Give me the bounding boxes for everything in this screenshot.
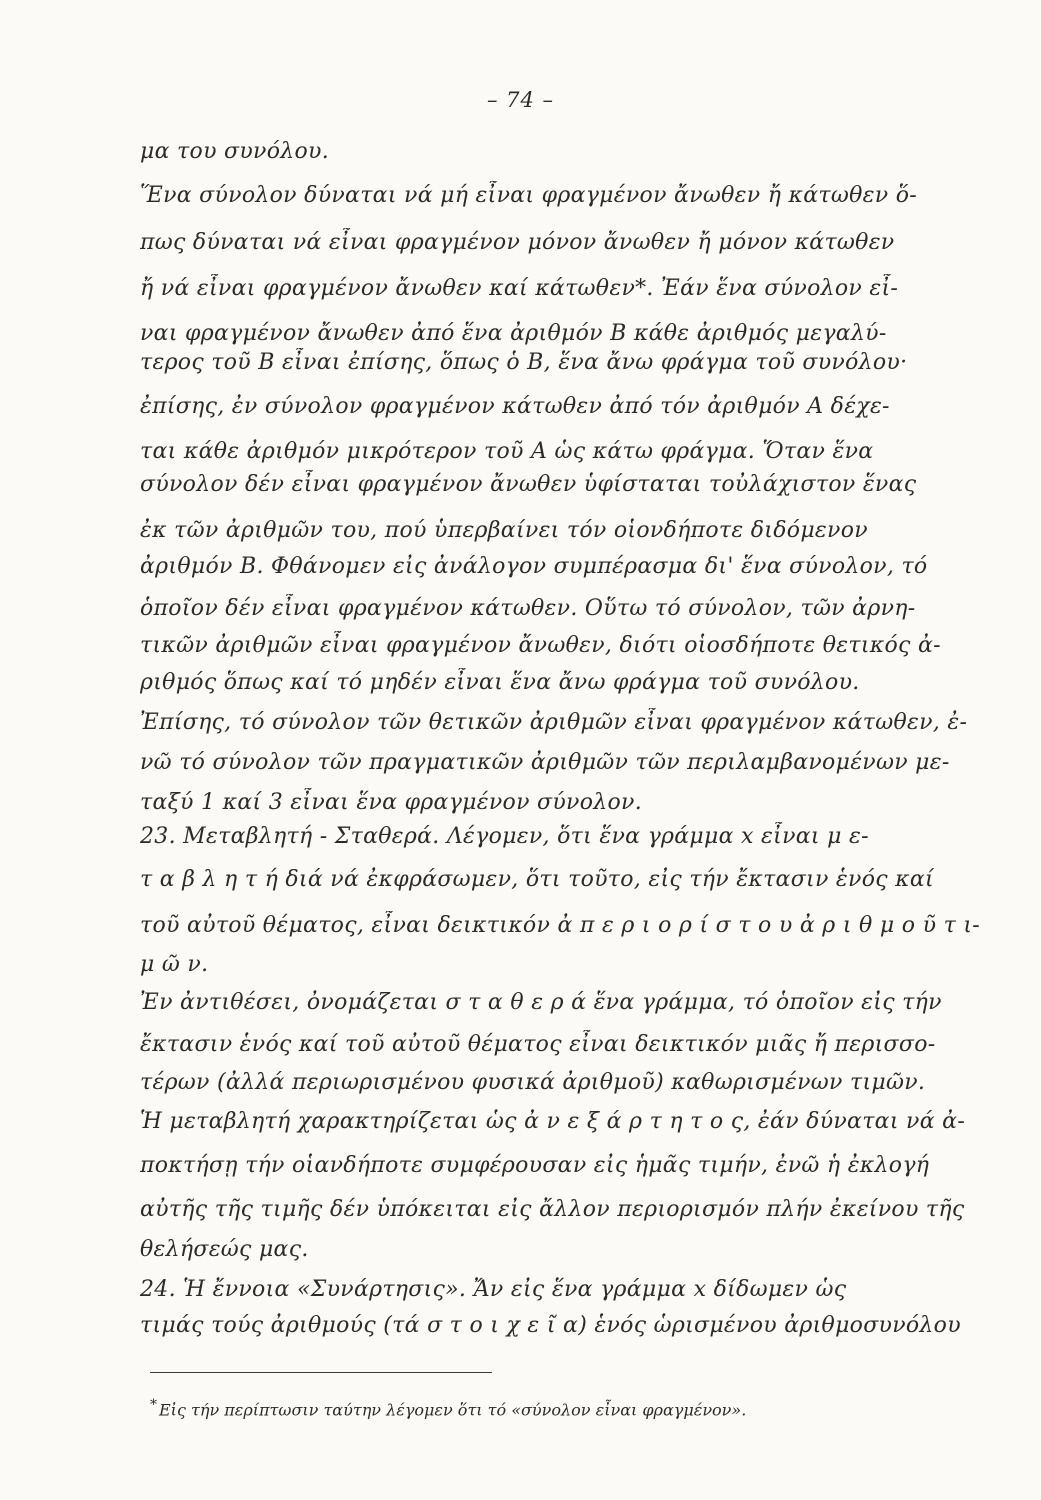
text-line: ται κάθε ἀριθμόν μικρότερον τοῦ Α ὡς κάτω φράγμα. Ὅταν ἕνα (140, 439, 874, 464)
footnote (150, 1393, 1010, 1422)
text-line: μ ῶ ν. (140, 952, 209, 977)
text-line: ὁποῖον δέν εἶναι φραγμένον κάτωθεν. Οὕτω τό σύνολον, τῶν ἀρνη- (140, 596, 916, 621)
footnote-text: Εἰς τήν περίπτωσιν ταύτην λέγομεν ὅτι τό «σύνολον εἶναι φραγμένον». (159, 1400, 747, 1420)
text-line: ἐκ τῶν ἀριθμῶν του, πού ὑπερβαίνει τόν οἱονδήποτε διδόμενον (140, 518, 868, 543)
section-heading-23: 23. Μεταβλητή - Σταθερά. Λέγομεν, ὅτι ἕνα γράμμα x εἶναι μ ε- (140, 824, 869, 849)
footnote-marker: * (150, 1397, 157, 1413)
text-line: ποκτήσῃ τήν οἱανδήποτε συμφέρουσαν εἰς ἡμᾶς τιμήν, ἐνῶ ἡ ἐκλογή (140, 1153, 930, 1178)
text-line: τιμάς τούς ἀριθμούς (τά σ τ ο ι χ ε ῖ α) ἑνός ὡρισμένου ἀριθμοσυνόλου (140, 1313, 961, 1338)
text-line: ταξύ 1 καί 3 εἶναι ἕνα φραγμένον σύνολον. (140, 790, 643, 815)
text-line: νῶ τό σύνολον τῶν πραγματικῶν ἀριθμῶν τῶν περιλαμβανομένων με- (140, 750, 950, 775)
text-line: τ α β λ η τ ή διά νά ἐκφράσωμεν, ὅτι τοῦτο, εἰς τήν ἔκτασιν ἑνός καί (140, 867, 934, 892)
text-line: ἔκτασιν ἑνός καί τοῦ αὐτοῦ θέματος εἶναι δεικτικόν μιᾶς ἤ περισσο- (140, 1032, 936, 1057)
text-line: Ἐν ἀντιθέσει, ὀνομάζεται σ τ α θ ε ρ ά ἕνα γράμμα, τό ὁποῖον εἰς τήν (140, 990, 942, 1015)
text-line: Ἡ μεταβλητή χαρακτηρίζεται ὡς ἀ ν ε ξ ά ρ τ η τ ο ς, ἐάν δύναται νά ἀ- (140, 1109, 966, 1134)
text-line: μα του συνόλου. (140, 139, 329, 164)
text-line: πως δύναται νά εἶναι φραγμένον μόνον ἄνωθεν ἤ μόνον κάτωθεν (140, 230, 895, 255)
text-line: Ἕνα σύνολον δύναται νά μή εἶναι φραγμένον ἄνωθεν ἤ κάτωθεν ὅ- (140, 183, 918, 208)
footnote-divider (150, 1372, 492, 1373)
text-line: τερος τοῦ Β εἶναι ἐπίσης, ὅπως ὁ Β, ἕνα ἄνω φράγμα τοῦ συνόλου· (140, 350, 908, 375)
text-line: ριθμός ὅπως καί τό μηδέν εἶναι ἕνα ἄνω φράγμα τοῦ συνόλου. (140, 670, 860, 695)
text-line: θελήσεώς μας. (140, 1237, 309, 1262)
text-line: ἀριθμόν Β. Φθάνομεν εἰς ἀνάλογον συμπέρασμα δι' ἕνα σύνολον, τό (140, 554, 928, 579)
text-line: ναι φραγμένον ἄνωθεν ἀπό ἕνα ἀριθμόν Β κάθε ἀριθμός μεγαλύ- (140, 321, 887, 346)
text-line: τικῶν ἀριθμῶν εἶναι φραγμένον ἄνωθεν, διότι οἱοσδήποτε θετικός ἀ- (140, 633, 941, 658)
text-line: ἤ νά εἶναι φραγμένον ἄνωθεν καί κάτωθεν*. Ἐάν ἕνα σύνολον εἶ- (140, 276, 899, 301)
text-line: σύνολον δέν εἶναι φραγμένον ἄνωθεν ὑφίσταται τοὐλάχιστον ἕνας (140, 472, 917, 497)
text-line: αὐτῆς τῆς τιμῆς δέν ὑπόκειται εἰς ἄλλον περιορισμόν πλήν ἐκείνου τῆς (140, 1197, 965, 1222)
text-line: τοῦ αὐτοῦ θέματος, εἶναι δεικτικόν ἀ π ε ρ ι ο ρ ί σ τ ο υ ἀ ρ ι θ μ ο ῦ τ ι- (140, 913, 981, 938)
text-line: Ἐπίσης, τό σύνολον τῶν θετικῶν ἀριθμῶν εἶναι φραγμένον κάτωθεν, ἐ- (140, 710, 968, 735)
section-heading-24: 24. Ἡ ἔννοια «Συνάρτησις». Ἄν εἰς ἕνα γράμμα x δίδωμεν ὡς (140, 1277, 847, 1302)
text-line: ἐπίσης, ἐν σύνολον φραγμένον κάτωθεν ἀπό τόν ἀριθμόν Α δέχε- (140, 394, 890, 419)
page-number: – 74 – (486, 88, 555, 112)
text-line: τέρων (ἀλλά περιωρισμένου φυσικά ἀριθμοῦ) καθωρισμένων τιμῶν. (140, 1070, 926, 1095)
